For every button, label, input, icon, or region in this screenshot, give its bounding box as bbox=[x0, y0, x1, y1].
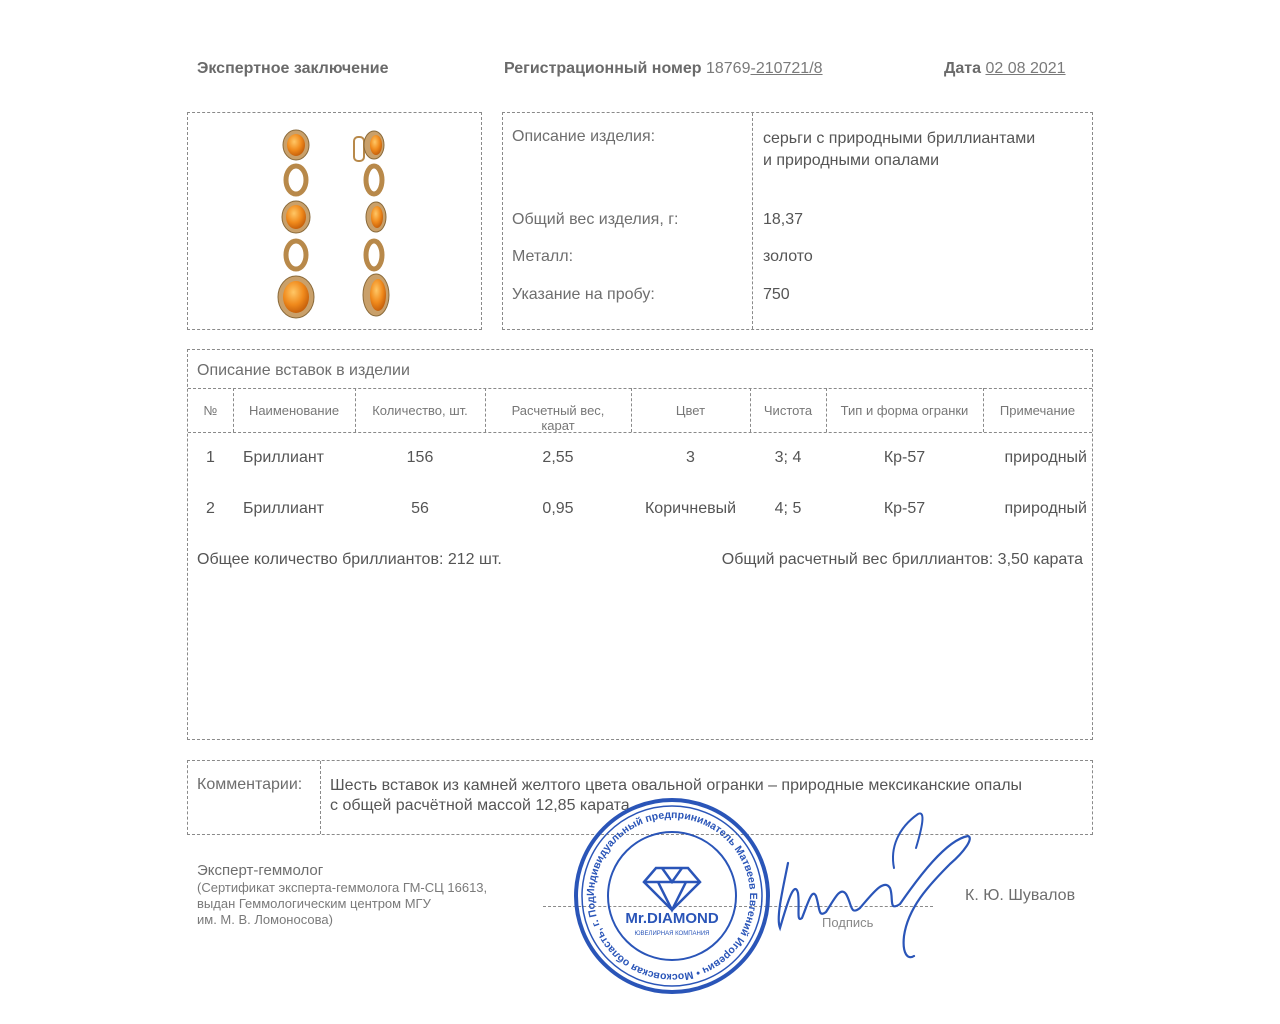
row-name: Бриллиант bbox=[243, 449, 325, 466]
col-header-cut: Тип и форма огранки bbox=[840, 403, 969, 418]
date-label: Дата bbox=[944, 60, 982, 77]
col-header-clarity: Чистота bbox=[763, 403, 813, 418]
row-color: 3 bbox=[686, 449, 695, 466]
certificate-line-2: выдан Геммологическим центром МГУ bbox=[197, 896, 431, 911]
row-cut: Кр-57 bbox=[883, 449, 926, 466]
row-note: природный bbox=[1004, 449, 1087, 466]
date-value: 02 08 2021 bbox=[985, 60, 1066, 77]
col-header-number: № bbox=[203, 403, 218, 418]
col-header-note: Примечание bbox=[999, 403, 1076, 418]
row-name: Бриллиант bbox=[243, 500, 325, 517]
registration-suffix: -210721/8 bbox=[750, 60, 823, 77]
weight-label: Общий вес изделия, г: bbox=[512, 211, 679, 228]
inserts-title: Описание вставок в изделии bbox=[197, 362, 410, 379]
total-weight: Общий расчетный вес бриллиантов: 3,50 карата bbox=[721, 551, 1083, 568]
certificate-line-1: (Сертификат эксперта-геммолога ГМ-СЦ 16613, bbox=[197, 880, 488, 895]
description-line-2: и природными опалами bbox=[763, 152, 940, 169]
total-count: Общее количество бриллиантов: 212 шт. bbox=[197, 551, 502, 568]
row-quantity: 56 bbox=[411, 500, 429, 517]
description-line-1: серьги с природными бриллиантами bbox=[763, 130, 1036, 147]
item-description-box bbox=[502, 112, 1093, 330]
registration-number bbox=[504, 60, 823, 78]
row-clarity: 3; 4 bbox=[774, 449, 802, 466]
col-header-weight: Расчетный вес, карат bbox=[511, 403, 605, 433]
stamp-brand-sub: ЮВЕЛИРНАЯ КОМПАНИЯ bbox=[634, 931, 710, 937]
registration-prefix: 18769 bbox=[705, 60, 751, 77]
row-weight: 0,95 bbox=[542, 500, 574, 517]
stamp-graphic bbox=[572, 796, 772, 996]
signature-caption: Подпись bbox=[822, 915, 874, 930]
comments-label: Комментарии: bbox=[197, 776, 303, 793]
row-color: Коричневый bbox=[644, 500, 737, 517]
row-number: 2 bbox=[206, 500, 215, 517]
hallmark-value: 750 bbox=[763, 286, 790, 303]
col-header-name: Наименование bbox=[248, 403, 340, 418]
col-header-quantity: Количество, шт. bbox=[372, 403, 468, 418]
row-number: 1 bbox=[206, 449, 215, 466]
col-header-color: Цвет bbox=[675, 403, 706, 418]
stamp-ring-text: Индивидуальный предприниматель Матвеев Евгений Игоревич • Московская область, г. Под bbox=[584, 808, 760, 984]
row-note: природный bbox=[1004, 500, 1087, 517]
row-weight: 2,55 bbox=[542, 449, 574, 466]
product-photo-frame bbox=[187, 112, 482, 330]
row-cut: Кр-57 bbox=[883, 500, 926, 517]
comments-line-2: с общей расчётной массой 12,85 карата. bbox=[330, 797, 635, 814]
diamond-icon bbox=[644, 868, 700, 910]
weight-value: 18,37 bbox=[763, 211, 804, 228]
row-clarity: 4; 5 bbox=[774, 500, 802, 517]
metal-label: Металл: bbox=[512, 248, 574, 265]
metal-value: золото bbox=[763, 248, 813, 265]
description-label: Описание изделия: bbox=[512, 128, 656, 145]
stamp-brand: Mr.DIAMOND bbox=[625, 910, 719, 927]
earrings-image bbox=[188, 113, 481, 329]
registration-label: Регистрационный номер bbox=[504, 60, 702, 77]
inserts-box bbox=[187, 349, 1093, 740]
expert-name: К. Ю. Шувалов bbox=[965, 887, 1076, 904]
document-title: Экспертное заключение bbox=[197, 60, 389, 77]
expert-title: Эксперт-геммолог bbox=[197, 862, 324, 879]
company-stamp bbox=[572, 796, 772, 996]
certificate-line-3: им. М. В. Ломоносова) bbox=[197, 912, 333, 927]
document-date bbox=[944, 60, 1066, 78]
expert-certificate bbox=[197, 880, 487, 928]
row-quantity: 156 bbox=[406, 449, 434, 466]
handwritten-signature bbox=[768, 808, 978, 968]
hallmark-label: Указание на пробу: bbox=[512, 286, 655, 303]
description-value bbox=[763, 128, 1035, 172]
comments-line-1: Шесть вставок из камней желтого цвета овальной огранки – природные мексиканские опалы bbox=[330, 777, 1023, 794]
